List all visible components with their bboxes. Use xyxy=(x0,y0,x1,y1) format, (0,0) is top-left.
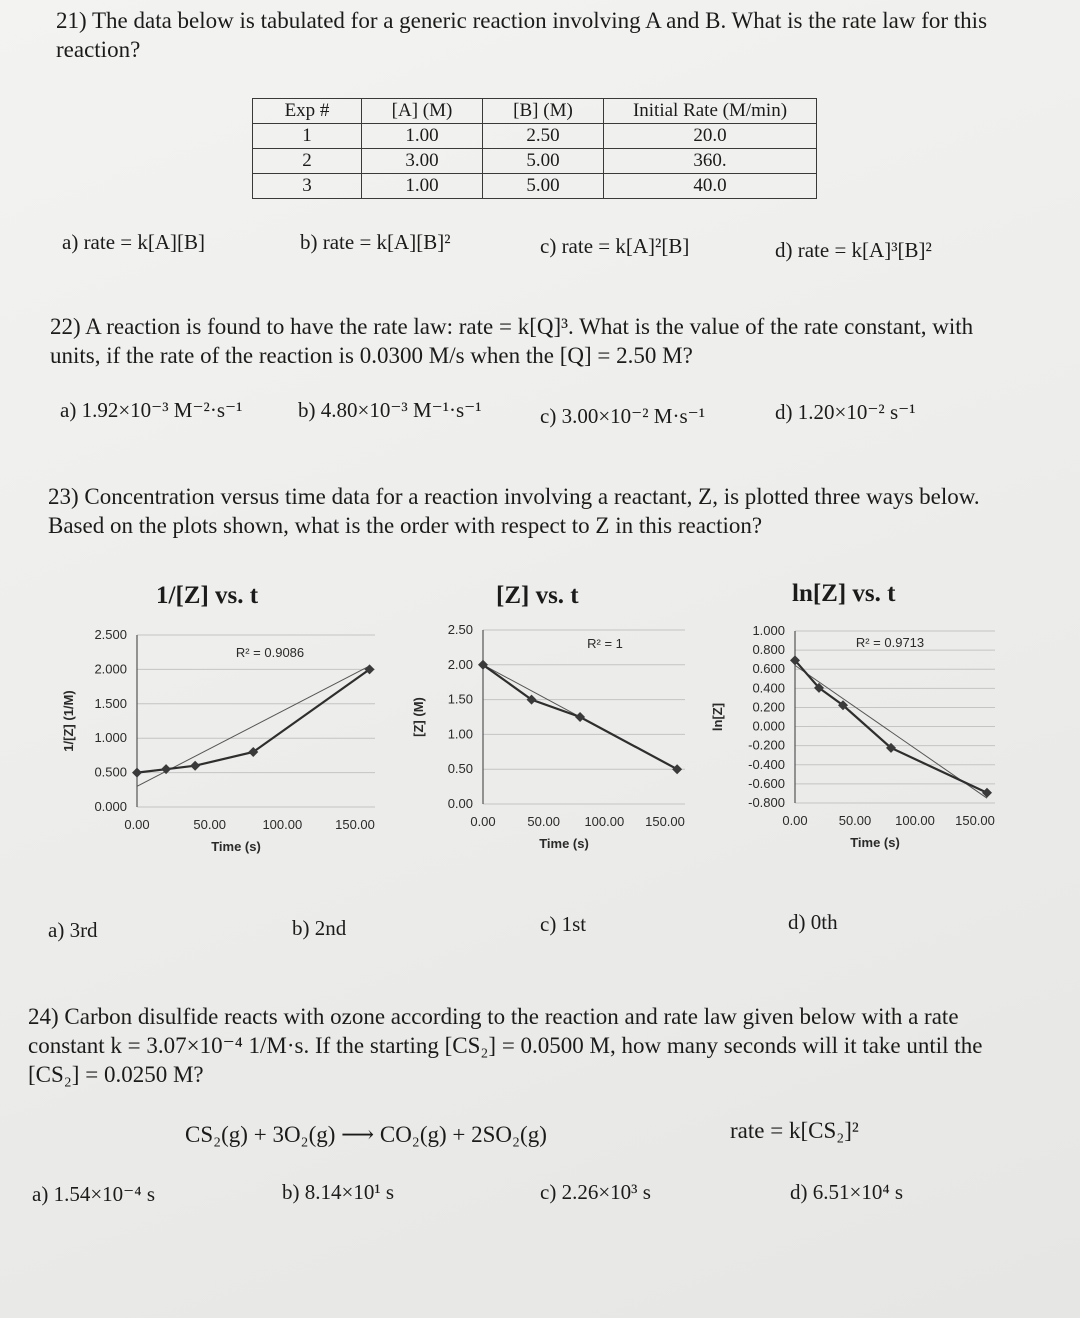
y-tick-label: 0.500 xyxy=(94,764,127,780)
table-cell: 2.50 xyxy=(483,124,604,149)
table-cell: 1 xyxy=(253,124,362,149)
q23-option-c[interactable] xyxy=(540,912,586,937)
table-row xyxy=(253,174,817,199)
y-tick-label: 1.50 xyxy=(447,691,473,707)
q21-option-a[interactable]: a) rate = k[A][B] xyxy=(62,230,206,254)
q21-option-d[interactable]: d) rate = k[A]³[B]² xyxy=(775,238,932,262)
q23-option-c-label: c) 1st xyxy=(540,912,587,936)
table-cell: 1.00 xyxy=(362,124,483,149)
q22-option-c[interactable]: c) 3.00×10⁻² M·s⁻¹ xyxy=(540,404,706,428)
y-tick-label: -0.200 xyxy=(748,737,785,753)
chart-title: 1/[Z] vs. t xyxy=(156,582,259,609)
table-row xyxy=(253,124,817,149)
y-tick-label: -0.600 xyxy=(748,775,785,791)
table-cell: 360. xyxy=(604,149,817,174)
y-tick-label: 2.000 xyxy=(94,661,127,677)
q23-option-d-label: d) 0th xyxy=(788,910,838,934)
data-point xyxy=(132,768,142,778)
q24-option-d[interactable]: d) 6.51×10⁴ s xyxy=(790,1180,904,1204)
table-cell: 1.00 xyxy=(362,174,483,199)
chart-ln-z-vs-t xyxy=(700,615,1020,870)
table-cell: 3.00 xyxy=(362,149,483,174)
y-tick-label: -0.800 xyxy=(748,795,785,810)
q22-text-content: 22) A reaction is found to have the rate law: rate = k[Q]³. What is the value of the rate constant, with units, if the rate of the reaction is 0.0300 M/s when the [Q] = 2.50 M? xyxy=(50,314,974,368)
y-tick-label: 0.000 xyxy=(752,718,785,734)
q24-rate-law: rate = k[CS₂]² xyxy=(730,1118,859,1143)
y-tick-label: 1.000 xyxy=(752,623,785,638)
y-tick-label: 0.000 xyxy=(94,799,127,814)
table-row xyxy=(253,149,817,174)
x-axis-label: Time (s) xyxy=(539,836,589,851)
y-tick-label: 0.400 xyxy=(752,680,785,696)
chart-1-over-z-vs-t xyxy=(55,615,390,870)
x-tick-label: 0.00 xyxy=(782,813,808,828)
table-header-cell: Exp # xyxy=(253,99,362,124)
table-cell: 2 xyxy=(253,149,362,174)
r-squared-label: R² = 0.9713 xyxy=(855,635,925,650)
x-tick-label: 150.00 xyxy=(335,817,375,832)
r-squared-label: R² = 0.9086 xyxy=(235,645,305,660)
q23-option-b[interactable] xyxy=(292,916,346,941)
q22-option-a[interactable]: a) 1.92×10⁻³ M⁻²·s⁻¹ xyxy=(60,398,243,422)
q23-text-content: 23) Concentration versus time data for a reaction involving a reactant, Z, is plotted three ways below. Based on the plots shown, what is the order with respect to Z in this reaction? xyxy=(48,484,980,538)
y-tick-label: 0.00 xyxy=(447,796,473,811)
q21-data-table xyxy=(252,98,817,199)
table-cell: 5.00 xyxy=(483,174,604,199)
y-axis-label: 1/[Z] (1/M) xyxy=(61,690,76,752)
x-tick-label: 0.00 xyxy=(124,817,150,832)
y-tick-label: 2.50 xyxy=(447,622,473,637)
table-header-cell: [B] (M) xyxy=(483,99,604,124)
table-cell: 3 xyxy=(253,174,362,199)
table-cell: 40.0 xyxy=(604,174,817,199)
r-squared-label: R² = 1 xyxy=(587,636,623,651)
y-tick-label: 2.500 xyxy=(94,627,127,642)
y-tick-label: 0.800 xyxy=(752,642,785,658)
q23-option-d[interactable] xyxy=(788,910,838,935)
q22-option-d[interactable]: d) 1.20×10⁻² s⁻¹ xyxy=(775,400,916,424)
y-tick-label: 1.00 xyxy=(447,726,473,742)
q24-option-c[interactable]: c) 2.26×10³ s xyxy=(540,1180,651,1204)
x-axis-label: Time (s) xyxy=(850,835,900,850)
x-tick-label: 150.00 xyxy=(955,813,995,828)
y-tick-label: 2.00 xyxy=(447,656,473,672)
table-cell: 20.0 xyxy=(604,124,817,149)
x-tick-label: 50.00 xyxy=(193,817,226,832)
q24-option-b[interactable]: b) 8.14×10¹ s xyxy=(282,1180,395,1204)
y-tick-label: 1.000 xyxy=(94,730,127,746)
q21-option-b[interactable]: b) rate = k[A][B]² xyxy=(300,230,451,254)
x-tick-label: 100.00 xyxy=(584,814,625,829)
table-header-cell: [A] (M) xyxy=(362,99,483,124)
chart-z-vs-t xyxy=(405,612,705,867)
q22-option-b[interactable]: b) 4.80×10⁻³ M⁻¹·s⁻¹ xyxy=(298,398,482,422)
q24-text xyxy=(28,1002,1038,1089)
table-header-row xyxy=(253,99,817,124)
y-tick-label: 0.600 xyxy=(752,661,785,677)
x-tick-label: 100.00 xyxy=(895,813,935,828)
q21-text-content: 21) The data below is tabulated for a generic reaction involving A and B. What is the rate law for this reaction? xyxy=(56,8,988,62)
q23-option-b-label: b) 2nd xyxy=(292,916,347,940)
x-tick-label: 100.00 xyxy=(262,817,303,832)
x-tick-label: 0.00 xyxy=(470,814,496,829)
x-tick-label: 150.00 xyxy=(645,814,685,829)
series-line xyxy=(137,669,370,772)
q23-option-a[interactable] xyxy=(48,918,98,943)
y-tick-label: 1.500 xyxy=(94,695,127,711)
x-tick-label: 50.00 xyxy=(527,814,560,829)
y-tick-label: 0.200 xyxy=(752,699,785,715)
chart-title: ln[Z] vs. t xyxy=(792,580,896,607)
data-point xyxy=(672,764,682,774)
x-axis-label: Time (s) xyxy=(211,839,261,854)
q21-text xyxy=(56,6,996,64)
table-cell: 5.00 xyxy=(483,149,604,174)
data-point xyxy=(190,761,200,771)
q23-text xyxy=(48,482,1018,540)
data-point xyxy=(575,712,585,722)
q24-text-content: 24) Carbon disulfide reacts with ozone according to the reaction and rate law given below with a rate constant k = 3.07×10⁻⁴ 1/M·s. If the starting [CS₂] = 0.0500 M, how many seconds will it take until the [CS₂] = 0.0250 M? xyxy=(28,1004,983,1087)
q24-reaction: CS₂(g) + 3O₂(g) ⟶ CO₂(g) + 2SO₂(g) xyxy=(185,1122,547,1147)
q22-text xyxy=(50,312,1010,370)
y-axis-label: [Z] (M) xyxy=(411,697,426,737)
q21-option-c[interactable]: c) rate = k[A]²[B] xyxy=(540,234,690,258)
table-header-cell: Initial Rate (M/min) xyxy=(604,99,817,124)
y-tick-label: 0.50 xyxy=(447,761,473,777)
y-tick-label: -0.400 xyxy=(748,756,785,772)
q23-option-a-label: a) 3rd xyxy=(48,918,98,942)
x-tick-label: 50.00 xyxy=(838,813,872,828)
chart-title: [Z] vs. t xyxy=(496,582,579,609)
y-axis-label: ln[Z] xyxy=(710,702,725,732)
q24-option-a[interactable]: a) 1.54×10⁻⁴ s xyxy=(32,1182,155,1206)
